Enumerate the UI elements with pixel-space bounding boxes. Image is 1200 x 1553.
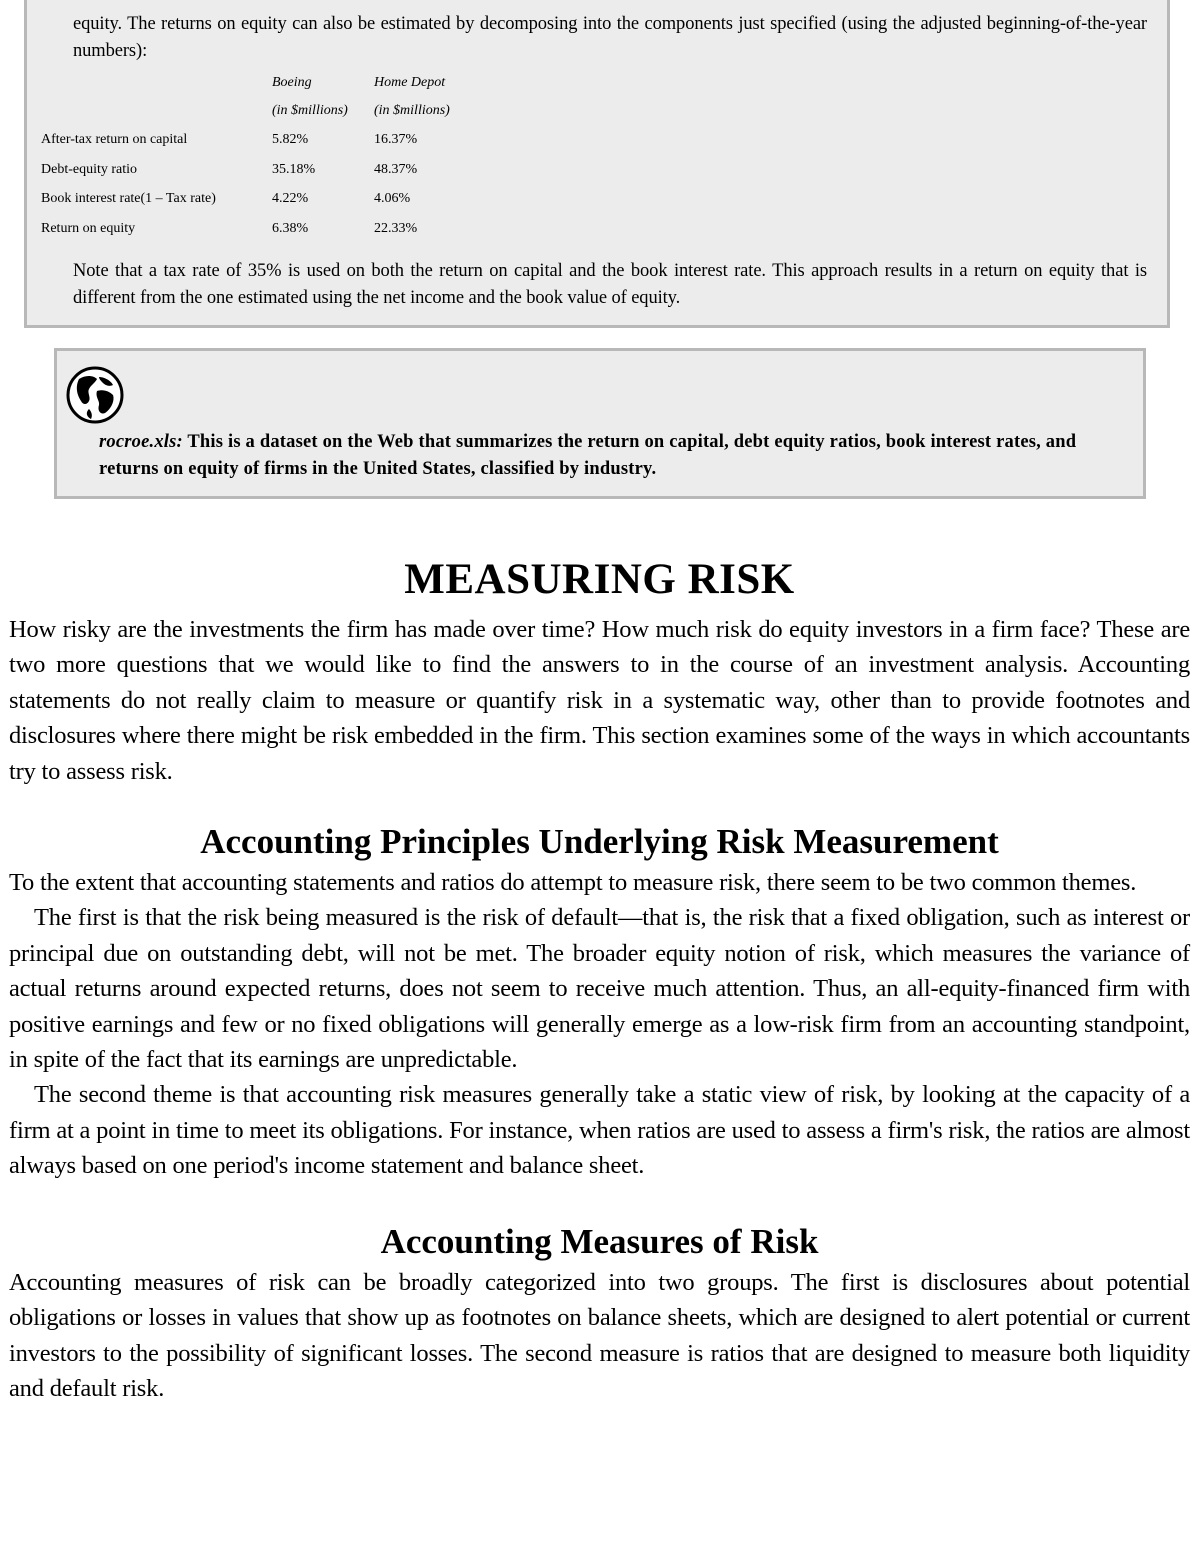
table-header-boeing: Boeing <box>272 75 312 90</box>
table-row <box>39 214 484 244</box>
table-subheader-boeing: (in $millions) <box>272 103 348 118</box>
table-row-label: Debt-equity ratio <box>41 161 138 177</box>
table-row <box>39 125 484 155</box>
table-cell: 35.18% <box>272 161 316 177</box>
table-row-label: Return on equity <box>41 221 136 237</box>
section-title-accounting-principles: Accounting Principles Underlying Risk Measurement <box>200 822 999 862</box>
table-cell: 48.37% <box>374 161 418 177</box>
table-cell: 4.06% <box>374 191 411 207</box>
table-header-row <box>39 69 484 97</box>
main-content <box>9 548 1190 1406</box>
section-title-accounting-measures: Accounting Measures of Risk <box>380 1221 819 1261</box>
table-row <box>39 185 484 215</box>
paragraph: The first is that the risk being measured is the risk of default—that is, the risk that a fixed obligation, such as interest or principal due on outstanding debt, will not be met. The broader equity notion of risk, which measures the variance of actual returns around expected returns, does not seem to receive much attention. Thus, an all-equity-financed firm with positive earnings and few or no fixed obligations will generally emerge as a low-risk firm from an accounting standpoint, in spite of the fact that its earnings are unpredictable. <box>9 904 1190 1074</box>
table-row-label: After-tax return on capital <box>41 131 188 147</box>
paragraph: Accounting measures of risk can be broadly categorized into two groups. The first is disclosures about potential obligations or losses in values that show up as footnotes on balance sheets, which are designed to alert potential or current investors to the possibility of significant losses. The second measure is ratios that are designed to measure both liquidity and default risk. <box>9 1268 1190 1402</box>
example-box <box>24 0 1170 328</box>
dataset-filename: rocroe.xls: <box>99 432 183 452</box>
table-row <box>39 155 484 185</box>
table-header-home-depot: Home Depot <box>374 75 446 90</box>
table-cell: 6.38% <box>272 221 309 237</box>
globe-icon <box>65 365 125 425</box>
paragraph: To the extent that accounting statements and ratios do attempt to measure risk, there seem to be two common themes. <box>9 869 1137 897</box>
paragraph: The second theme is that accounting risk measures generally take a static view of risk, by looking at the capacity of a firm at a point in time to meet its obligations. For instance, when ratios are used to assess a firm's risk, the ratios are almost always based on one period's income statement and balance sheet. <box>9 1081 1190 1180</box>
paragraph: How risky are the investments the firm has made over time? How much risk do equity investors in a firm face? These are two more questions that we would like to find the answers to in the course of an investment analysis. Accounting statements do not really claim to measure or quantify risk in a systematic way, other than to provide footnotes and disclosures where there might be risk embedded in the firm. This section examines some of the ways in which accountants try to assess risk. <box>9 616 1190 785</box>
table-header-cell <box>39 69 272 97</box>
ratio-table <box>39 69 484 244</box>
table-cell: 4.22% <box>272 191 309 207</box>
table-cell: 16.37% <box>374 131 418 147</box>
section-title-measuring-risk: MEASURING RISK <box>404 556 795 603</box>
web-dataset-box <box>54 348 1146 499</box>
example-note-text: Note that a tax rate of 35% is used on both the return on capital and the book interest rate. This approach results in a return on equity that is different from the one estimated using the net income and the book value of equity. <box>73 261 1147 308</box>
table-row-label: Book interest rate(1 – Tax rate) <box>41 191 216 207</box>
table-cell: 5.82% <box>272 131 309 147</box>
table-cell: 22.33% <box>374 221 418 237</box>
example-intro-text: equity. The returns on equity can also be estimated by decomposing into the components just specified (using the adjusted beginning-of-the-year numbers): <box>73 14 1147 61</box>
table-subheader-home-depot: (in $millions) <box>374 103 450 118</box>
table-subheader-row <box>39 97 484 125</box>
dataset-text: This is a dataset on the Web that summarizes the return on capital, debt equity ratios, book interest rates, and returns on equity of firms in the United States, classified by industry. <box>99 432 1077 479</box>
web-dataset-description <box>99 429 1109 483</box>
table-subheader-cell <box>39 97 272 125</box>
